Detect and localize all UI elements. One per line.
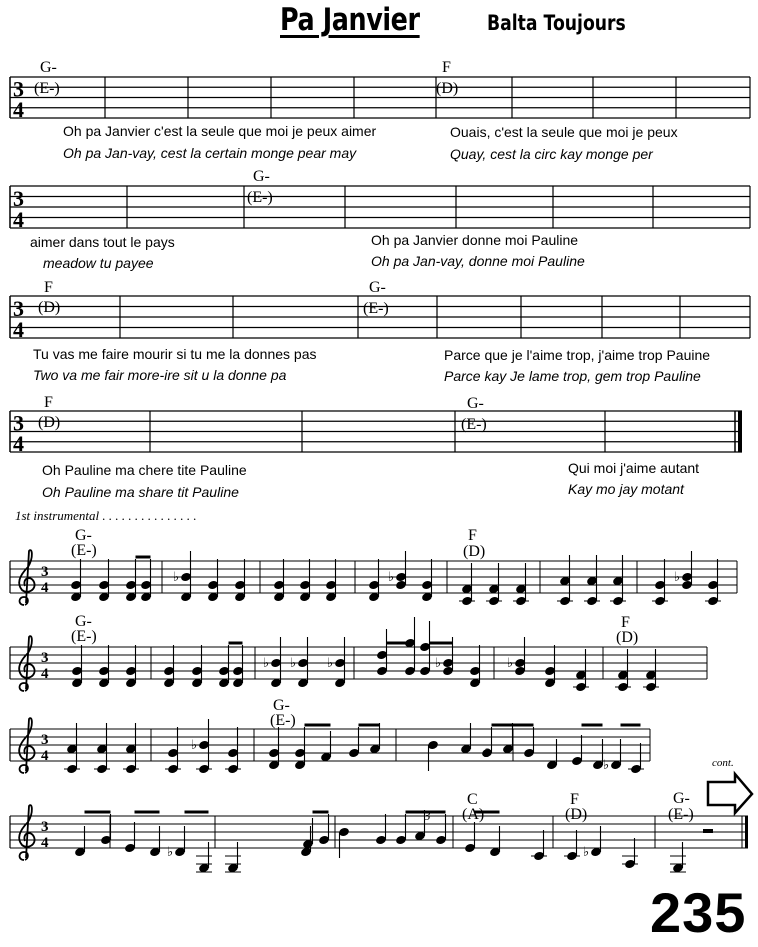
instrumental-label: 1st instrumental . . . . . . . . . . . . . . . bbox=[15, 508, 197, 523]
phonetic-line: meadow tu payee bbox=[43, 255, 154, 271]
phonetic-line: Oh pa Jan-vay, donne moi Pauline bbox=[371, 253, 585, 269]
capo-chord-label: (D) bbox=[38, 299, 61, 316]
triplet-mark: 3 bbox=[424, 808, 431, 823]
capo-chord-label: (D) bbox=[436, 80, 459, 97]
capo-chord-label: (E-) bbox=[34, 80, 60, 97]
time-signature-bottom: 4 bbox=[41, 748, 49, 764]
flat-sign: ♭ bbox=[327, 655, 334, 670]
instrumental-staff bbox=[10, 617, 707, 692]
phonetic-line: Kay mo jay motant bbox=[568, 481, 684, 497]
artist-name: Balta Toujours bbox=[487, 11, 626, 35]
flat-sign: ♭ bbox=[507, 655, 514, 670]
song-title: Pa Janvier bbox=[280, 2, 420, 38]
flat-sign: ♭ bbox=[603, 757, 610, 772]
capo-chord-label: (E-) bbox=[270, 712, 296, 729]
phonetic-line: Oh Pauline ma share tit Pauline bbox=[42, 484, 239, 500]
chord-label: F bbox=[621, 614, 630, 631]
chart-staff bbox=[10, 77, 750, 118]
instrumental-staff bbox=[10, 718, 650, 774]
lyric-line: Oh pa Janvier donne moi Pauline bbox=[371, 232, 579, 248]
treble-clef bbox=[19, 718, 34, 773]
capo-chord-label: (E-) bbox=[461, 416, 487, 433]
time-signature-top: 3 bbox=[41, 819, 49, 835]
chord-label: F bbox=[442, 59, 451, 76]
time-signature-bottom: 4 bbox=[13, 97, 24, 122]
time-signature-bottom: 4 bbox=[13, 317, 24, 342]
chord-label: F bbox=[44, 279, 53, 296]
continue-arrow-icon bbox=[708, 774, 752, 813]
capo-chord-label: (E-) bbox=[363, 300, 389, 317]
time-signature-bottom: 4 bbox=[13, 207, 24, 232]
chart-staff bbox=[10, 411, 742, 452]
capo-chord-label: (A) bbox=[462, 806, 485, 823]
flat-sign: ♭ bbox=[674, 569, 681, 584]
time-signature-top: 3 bbox=[41, 732, 49, 748]
lyric-line: Parce que je l'aime trop, j'aime trop Pauine bbox=[444, 347, 711, 363]
time-signature-bottom: 4 bbox=[41, 835, 49, 851]
phonetic-line: Quay, cest la circ kay monge per bbox=[450, 146, 653, 162]
capo-chord-label: (D) bbox=[463, 543, 486, 560]
chord-label: G- bbox=[75, 527, 92, 544]
instrumental-staff bbox=[10, 805, 748, 873]
chord-label: C bbox=[467, 791, 478, 808]
capo-chord-label: (D) bbox=[616, 629, 639, 646]
continued-label: cont. bbox=[712, 757, 734, 769]
capo-chord-label: (D) bbox=[38, 414, 61, 431]
time-signature-top: 3 bbox=[41, 564, 49, 580]
time-signature-bottom: 4 bbox=[41, 666, 49, 682]
chord-label: G- bbox=[253, 168, 270, 185]
instrumental-staff bbox=[10, 550, 737, 606]
flat-sign: ♭ bbox=[435, 655, 442, 670]
flat-sign: ♭ bbox=[173, 569, 180, 584]
treble-clef bbox=[19, 550, 34, 605]
chord-label: G- bbox=[75, 613, 92, 630]
phonetic-line: Two va me fair more-ire sit u la donne pa bbox=[33, 367, 287, 383]
treble-clef bbox=[19, 805, 34, 860]
chord-label: G- bbox=[467, 395, 484, 412]
capo-chord-label: (E-) bbox=[71, 542, 97, 559]
treble-clef bbox=[19, 636, 34, 691]
time-signature-bottom: 4 bbox=[13, 431, 24, 456]
chord-label: F bbox=[44, 394, 53, 411]
lyric-line: Qui moi j'aime autant bbox=[568, 460, 700, 476]
flat-sign: ♭ bbox=[290, 655, 297, 670]
phonetic-line: Oh pa Jan-vay, cest la certain monge pear may bbox=[63, 145, 357, 161]
chord-label: G- bbox=[273, 697, 290, 714]
page-number: 235 bbox=[650, 881, 747, 944]
lyric-line: aimer dans tout le pays bbox=[30, 234, 175, 250]
chord-label: F bbox=[468, 527, 477, 544]
capo-chord-label: (D) bbox=[565, 806, 588, 823]
chart-staff bbox=[10, 186, 750, 228]
chord-label: G- bbox=[673, 790, 690, 807]
chart-staff bbox=[10, 296, 750, 338]
capo-chord-label: (E-) bbox=[71, 628, 97, 645]
flat-sign: ♭ bbox=[263, 655, 270, 670]
flat-sign: ♭ bbox=[191, 737, 198, 752]
time-signature-top: 3 bbox=[13, 186, 24, 211]
chord-label: G- bbox=[369, 279, 386, 296]
flat-sign: ♭ bbox=[167, 844, 174, 859]
half-rest bbox=[703, 829, 713, 833]
final-barline bbox=[745, 816, 748, 848]
time-signature-top: 3 bbox=[13, 410, 24, 436]
phonetic-line: Parce kay Je lame trop, gem trop Pauline bbox=[444, 368, 701, 384]
triplet-mark: 3 bbox=[484, 745, 491, 760]
capo-chord-label: (E-) bbox=[668, 806, 694, 823]
time-signature-top: 3 bbox=[13, 296, 24, 321]
flat-sign: ♭ bbox=[388, 569, 395, 584]
capo-chord-label: (E-) bbox=[247, 189, 273, 206]
time-signature-bottom: 4 bbox=[41, 580, 49, 596]
flat-sign: ♭ bbox=[583, 844, 590, 859]
time-signature-top: 3 bbox=[13, 76, 24, 102]
chord-label: G- bbox=[40, 59, 57, 76]
lyric-line: Oh pa Janvier c'est la seule que moi je peux aimer bbox=[63, 123, 377, 139]
chord-label: F bbox=[570, 791, 579, 808]
lyric-line: Oh Pauline ma chere tite Pauline bbox=[42, 462, 247, 478]
lyric-line: Tu vas me faire mourir si tu me la donnes pas bbox=[33, 346, 317, 362]
time-signature-top: 3 bbox=[41, 650, 49, 666]
final-barline bbox=[738, 411, 742, 452]
lyric-line: Ouais, c'est la seule que moi je peux bbox=[450, 124, 678, 140]
